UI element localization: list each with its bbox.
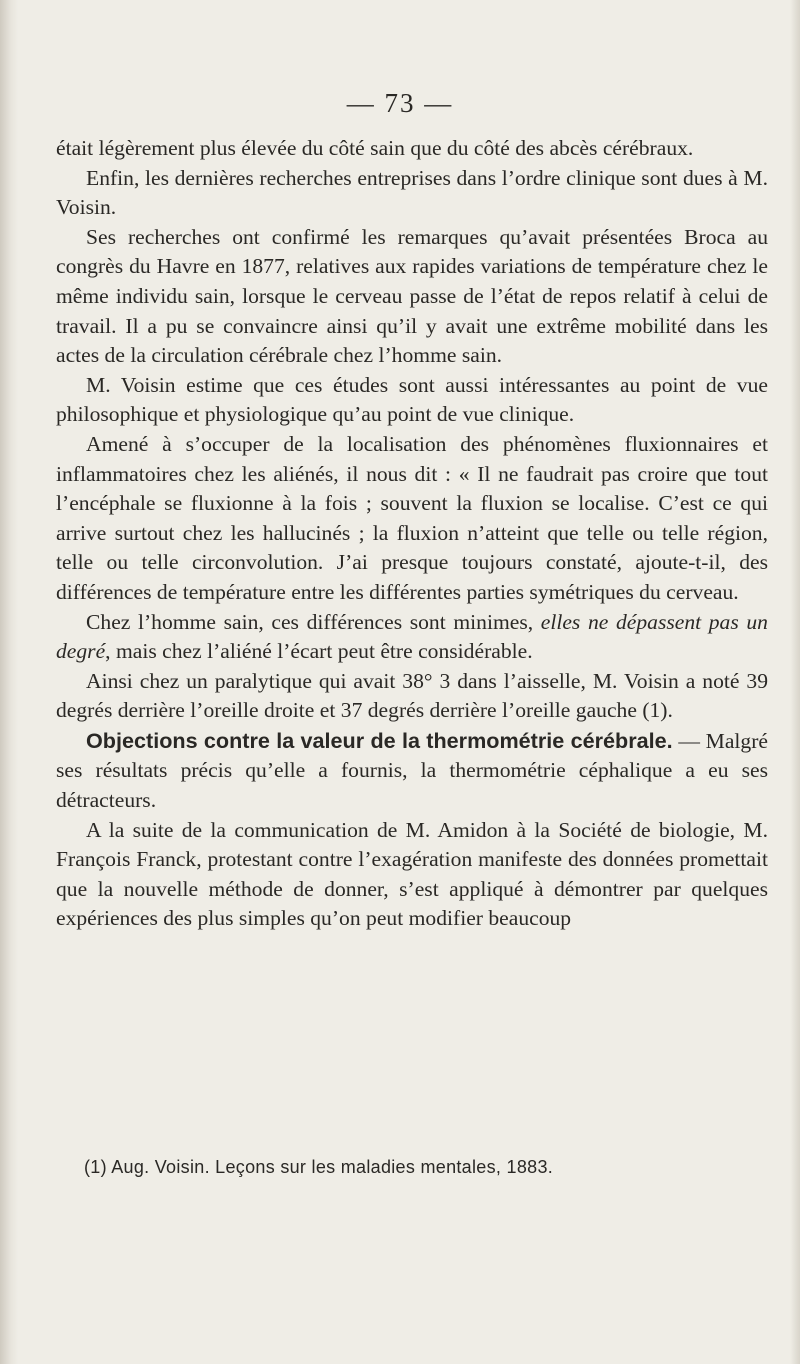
- paragraph-1: était légèrement plus élevée du côté sain que du côté des abcès cérébraux.: [56, 136, 694, 160]
- paragraph-6-end: , mais chez l’aliéné l’écart peut être considérable.: [105, 639, 533, 664]
- page-binding-edge: [0, 0, 18, 1364]
- section-heading: Objections contre la valeur de la thermométrie cérébrale.: [86, 727, 673, 753]
- paragraph-6-start: Chez l’homme sain, ces différences sont minimes,: [86, 609, 541, 634]
- paragraph-9: A la suite de la communication de M. Amidon à la Société de biologie, M. François Franck, protestant contre l’exagération manifeste des données promettait que la nouvelle méthode de donner, s’est appliqué à démontrer par quelques expériences des plus simples qu’on peut modifier beaucoup: [56, 817, 768, 931]
- paragraph-5: Amené à s’occuper de la localisation des phénomènes fluxionnaires et inflammatoires chez les aliénés, il nous dit : « Il ne faudrait pas croire que tout l’encéphale se fluxionne à la fois ; souvent la fluxion se localise. C’est ce qui arrive surtout chez les hallucinés ; la fluxion n’atteint que telle ou telle région, telle ou telle circonvolution. J’ai presque toujours constaté, ajoute-t-il, des différences de température entre les différentes parties symétriques du cerveau.: [56, 431, 768, 604]
- paragraph-6: [56, 608, 768, 667]
- paragraph-8-text: — Malgré ses résultats précis qu’elle a fournis, la thermométrie céphalique a eu ses détracteurs.: [56, 728, 768, 813]
- page-number: — 73 —: [346, 88, 454, 118]
- footnote: (1) Aug. Voisin. Leçons sur les maladies mentales, 1883.: [84, 1157, 554, 1177]
- paragraph-4: M. Voisin estime que ces études sont aussi intéressantes au point de vue philosophique et physiologique qu’au point de vue clinique.: [56, 372, 768, 427]
- text-body: [56, 134, 768, 934]
- paragraph-7: Ainsi chez un paralytique qui avait 38° 3 dans l’aisselle, M. Voisin a noté 39 degrés derrière l’oreille droite et 37 degrés derrière l’oreille gauche (1).: [56, 668, 768, 723]
- page-right-edge: [790, 0, 800, 1364]
- paragraph-8: [56, 726, 768, 816]
- emphasis-text: elles ne dépassent pas un degré: [56, 609, 768, 664]
- paragraph-3: Ses recherches ont confirmé les remarques qu’avait présentées Broca au congrès du Havre en 1877, relatives aux rapides variations de température chez le même individu sain, lorsque le cerveau passe de l’état de repos relatif à celui de travail. Il a pu se convaincre ainsi qu’il y avait une extrême mobilité dans les actes de la circulation cérébrale chez l’homme sain.: [56, 224, 768, 368]
- paragraph-2: Enfin, les dernières recherches entreprises dans l’ordre clinique sont dues à M. Voisin.: [56, 165, 768, 220]
